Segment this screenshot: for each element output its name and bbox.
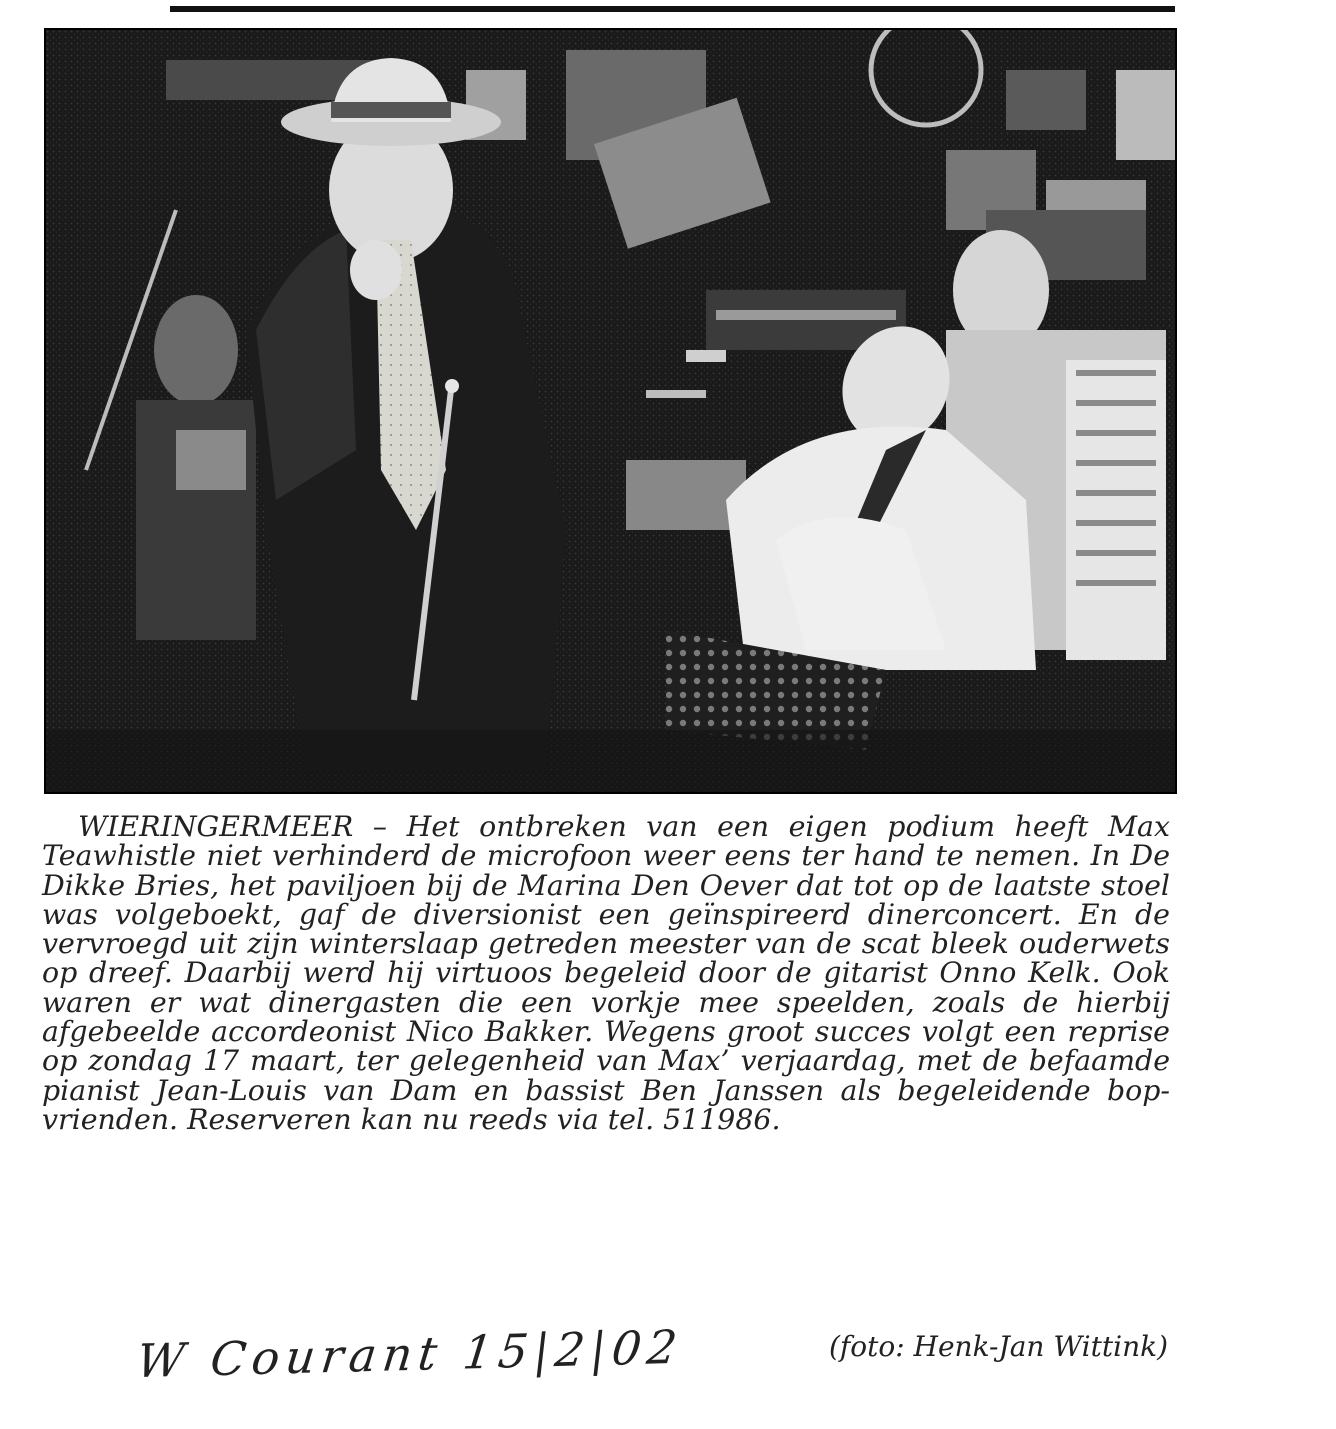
- article-text: WIERINGERMEER – Het ontbreken van een eigen podium heeft Max Teawhistle niet verhinderd de microfoon weer eens ter hand te nemen. In De Dikke Bries, het paviljoen bij de Marina Den Oever dat tot op de laatste stoel was volgeboekt, gaf de diversionist een geïnspireerd dinerconcert. En de vervroegd uit zijn winterslaap getreden meester van de scat bleek ouderwets op dreef. Daarbij werd hij virtuoos begeleid door de gitarist Onno Kelk. Ook waren er wat dinergasten die een vorkje mee speelden, zoals de hierbij afgebeelde accordeonist Nico Bakker. Wegens groot succes volgt een reprise op zondag 17 maart, ter gelegenheid van Max’ verjaardag, met de befaamde pianist Jean-Louis van Dam en bassist Ben Janssen als begeleidende bop-vrienden. Reserveren kan nu reeds via tel. 511986.: [42, 810, 1170, 1136]
- top-rule: [170, 6, 1175, 12]
- photo-credit: (foto: Henk-Jan Wittink): [828, 1330, 1168, 1363]
- article-caption: [42, 812, 1170, 1134]
- newspaper-photo: [44, 28, 1177, 794]
- handwritten-note: W Courant 15|2|02: [133, 1319, 686, 1389]
